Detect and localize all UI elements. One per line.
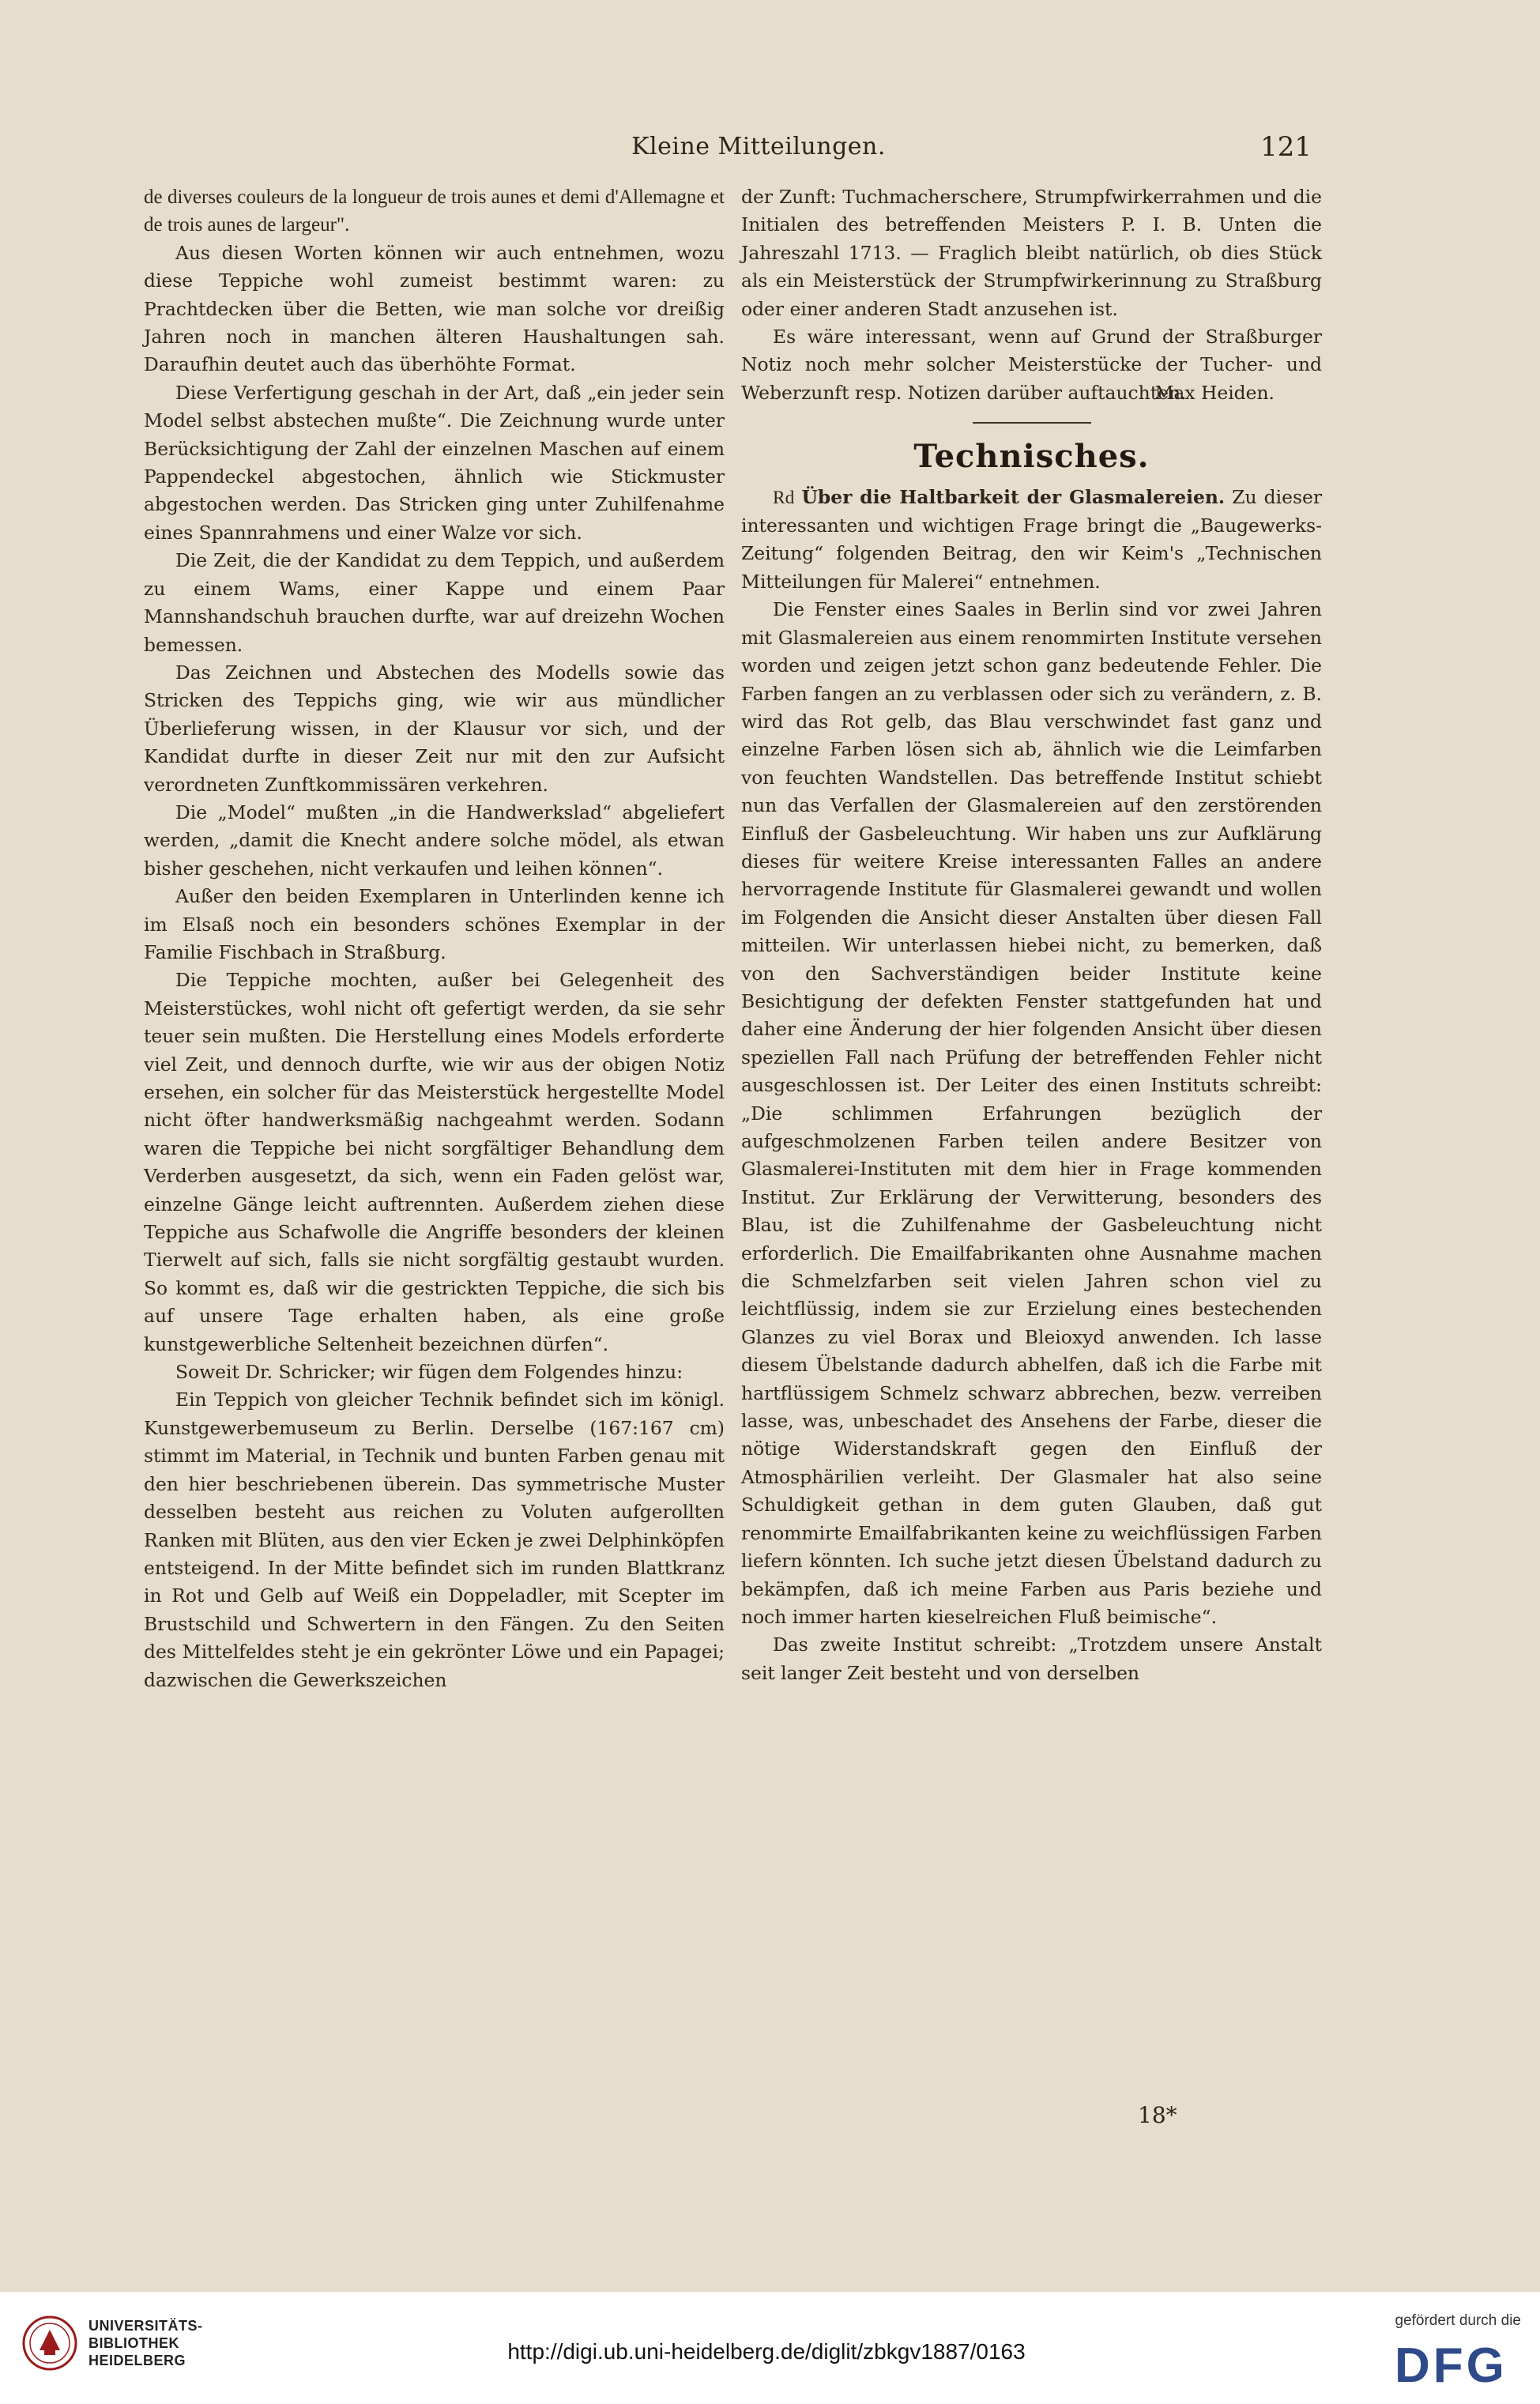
paragraph: Es wäre interessant, wenn auf Grund der Straßburger Notiz noch mehr solcher Meisterstücke der Tucher- und Weberzunft resp. Notizen darüber auftauchten. <box>741 326 1322 404</box>
left-column <box>144 183 725 1694</box>
right-column <box>741 183 1322 1687</box>
paragraph: Das zweite Institut schreibt: „Trotzdem unsere Anstalt seit langer Zeit besteht und von derselben <box>741 1633 1322 1684</box>
funded-by-label: gefördert durch die <box>1395 2312 1521 2329</box>
paragraph: Die Fenster eines Saales in Berlin sind vor zwei Jahren mit Glasmalereien aus einem renommirten Institute versehen worden und zeigen jetzt schon ganz bedeutende Fehler. Die Farben fangen an zu verblassen oder sich zu verändern, z. B. wird das Rot gelb, das Blau verschwindet fast ganz und einzelne Farben lösen sich ab, ähnlich wie die Leimfarben von feuchten Wandstellen. Das betreffende Institut schiebt nun das Verfallen der Glasmalereien auf den zerstörenden Einfluß der Gasbeleuchtung. Wir haben uns zur Aufklärung dieses für weitere Kreise interessanten Falles an andere hervorragende Institute für Glasmalerei gewandt und wollen im Folgenden die Ansicht dieser Anstalten über diesen Fall mitteilen. Wir unterlassen hiebei nicht, zu bemerken, daß von den Sachverständigen beider Institute keine Besichtigung der defekten Fenster stattgefunden hat und daher eine Änderung der hier folgenden Ansicht über diesen speziellen Fall nach Prüfung der betreffenden Fehler nicht ausgeschlossen ist. Der Leiter des einen Instituts schreibt: „Die schlimmen Erfahrungen bezüglich der aufgeschmolzenen Farben teilen andere Besitzer von Glasmalerei-Instituten mit dem hier in Frage kommenden Institut. Zur Erklärung der Verwitterung, besonders des Blau, ist die Zuhilfenahme der Gasbeleuchtung nicht erforderlich. Die Emailfabrikanten ohne Ausnahme machen die Schmelzfarben seit vielen Jahren schon viel zu leichtflüssig, indem sie zur Erzielung eines bestechenden Glanzes zu viel Borax und Bleioxyd anwenden. Ich lasse diesem Übelstande dadurch abhelfen, daß ich die Farbe mit hartflüssigem Schmelz schwarz abbrechen, bezw. verreiben lasse, was, unbeschadet des Ansehens der Farbe, dieser die nötige Widerstandskraft gegen den Einfluß der Atmosphärilien verleiht. Der Glasmaler hat also seine Schuldigkeit gethan in dem guten Glauben, daß gut renommirte Emailfabrikanten keine zu weichflüssigen Farben liefern könnten. Ich suche jetzt diesen Übelstand dadurch zu bekämpfen, daß ich meine Farben aus Paris beziehe und noch immer harten kieselreichen Fluß beimische“. <box>741 598 1322 1628</box>
funder-logo-text: DFG <box>1395 2338 1508 2390</box>
page-number: 121 <box>1260 131 1312 163</box>
paragraph: der Zunft: Tuchmacherschere, Strumpfwirkerrahmen und die Initialen des betreffenden Meisters P. I. B. Unten die Jahreszahl 1713. — Fraglich bleibt natürlich, ob dies Stück als ein Meisterstück der Strumpfwirkerinnung zu Straßburg oder einer anderen Stadt anzusehen ist. <box>741 186 1322 320</box>
paragraph: Die Zeit, die der Kandidat zu dem Teppich, und außerdem zu einem Wams, einer Kappe und einem Paar Mannshandschuh brauchen durfte, war auf dreizehn Wochen bemessen. <box>144 549 725 656</box>
paragraph: Die Teppiche mochten, außer bei Gelegenheit des Meisterstückes, wohl nicht oft gefertigt werden, da sie sehr teuer sein mußten. Die Herstellung eines Models erforderte viel Zeit, und dennoch durfte, wie wir aus der obigen Notiz ersehen, ein solcher für das Meisterstück hergestellte Model nicht öfter handwerksmäßig nachgeahmt werden. Sodann waren die Teppiche bei nicht sorgfältiger Behandlung dem Verderben ausgesetzt, da sich, wenn ein Faden gelöst war, einzelne Gänge leicht auftrennten. Außerdem ziehen diese Teppiche aus Schafwolle die Angriffe besonders der kleinen Tierwelt auf sich, falls sie nicht sorgfältig gestaubt wurden. So kommt es, daß wir die gestrickten Teppiche, die sich bis auf unsere Tage erhalten haben, als eine große kunstgewerbliche Seltenheit bezeichnen dürfen“. <box>144 969 725 1355</box>
paragraph: Außer den beiden Exemplaren in Unterlinden kenne ich im Elsaß noch ein besonders schönes Exemplar in der Familie Fischbach in Straßburg. <box>144 885 725 963</box>
paragraph: Ein Teppich von gleicher Technik befindet sich im königl. Kunstgewerbemuseum zu Berlin. Derselbe (167:167 cm) stimmt im Material, in Technik und bunten Farben genau mit den hier beschriebenen überein. Das symmetrische Muster desselben besteht aus reichen zu Voluten aufgerollten Ranken mit Blüten, aus den vier Ecken je zwei Delphinköpfen entsteigend. In der Mitte befindet sich im runden Blattkranz in Rot und Gelb auf Weiß ein Doppeladler, mit Scepter im Brustschild und Schwertern in den Fängen. Zu den Seiten des Mittelfeldes steht je ein gekrönter Löwe und ein Papagei; dazwischen die Gewerkszeichen <box>144 1389 725 1691</box>
paragraph: Das Zeichnen und Abstechen des Modells sowie das Stricken des Teppichs ging, wie wir aus mündlicher Überlieferung wissen, in der Klausur vor sich, und der Kandidat durfte in dieser Zeit nur mit den zur Aufsicht verordneten Zunftkommissären verkehren. <box>144 661 725 796</box>
paragraph: Soweit Dr. Schricker; wir fügen dem Folgendes hinzu: <box>175 1361 683 1384</box>
paragraph: Aus diesen Worten können wir auch entnehmen, wozu diese Teppiche wohl zumeist bestimmt waren: zu Prachtdecken über die Betten, wie man solche vor dreißig Jahren noch in manchen älteren Haushaltungen sah. Daraufhin deutet auch das überhöhte Format. <box>144 241 725 376</box>
article-intro-text: Zu dieser interessanten und wichtigen Frage bringt die „Baugewerks-Zeitung“ folgenden Beitrag, den wir Keim's „Technischen Mitteilungen für Malerei“ entnehmen. <box>741 485 1323 593</box>
institution-line: UNIVERSITÄTS- <box>88 2318 203 2334</box>
paragraph: de diverses couleurs de la longueur de trois aunes et demi d'Allemagne et de trois aunes de largeur". <box>144 187 725 236</box>
author-signature: Max Heiden. <box>1154 382 1275 405</box>
institution-line: BIBLIOTHEK <box>88 2335 179 2351</box>
section-heading: Technisches. <box>913 437 1150 475</box>
paragraph: Die „Model“ mußten „in die Handwerkslad“ abgeliefert werden, „damit die Knecht andere solche mödel, als etwan bisher geschehen, nicht verkaufen und leihen können“. <box>144 801 725 880</box>
article-intro <box>741 484 1322 597</box>
source-url-link[interactable]: http://digi.ub.uni-heidelberg.de/diglit/zbkgv1887/0163 <box>507 2339 1026 2364</box>
article-title: Über die Haltbarkeit der Glasmalereien. <box>801 485 1226 508</box>
institution-line: HEIDELBERG <box>88 2353 186 2368</box>
university-seal-icon <box>22 2315 77 2371</box>
dfg-logo-icon <box>1395 2338 1521 2390</box>
section-divider <box>973 422 1091 424</box>
paragraph: Diese Verfertigung geschah in der Art, daß „ein jeder sein Model selbst abstechen mußte“. Die Zeichnung wurde unter Berücksichtigung der Zahl der einzelnen Maschen auf einem Pappendeckel abgestochen, ähnlich wie Stickmuster abgestochen werden. Das Stricken ging unter Zuhilfenahme eines Spannrahmens und einer Walze vor sich. <box>144 381 725 544</box>
running-head: Kleine Mitteilungen. <box>631 133 886 160</box>
institution-name <box>88 2317 203 2369</box>
sheet-signature: 18* <box>1138 2102 1177 2128</box>
author-abbreviation: Rd <box>773 487 795 508</box>
